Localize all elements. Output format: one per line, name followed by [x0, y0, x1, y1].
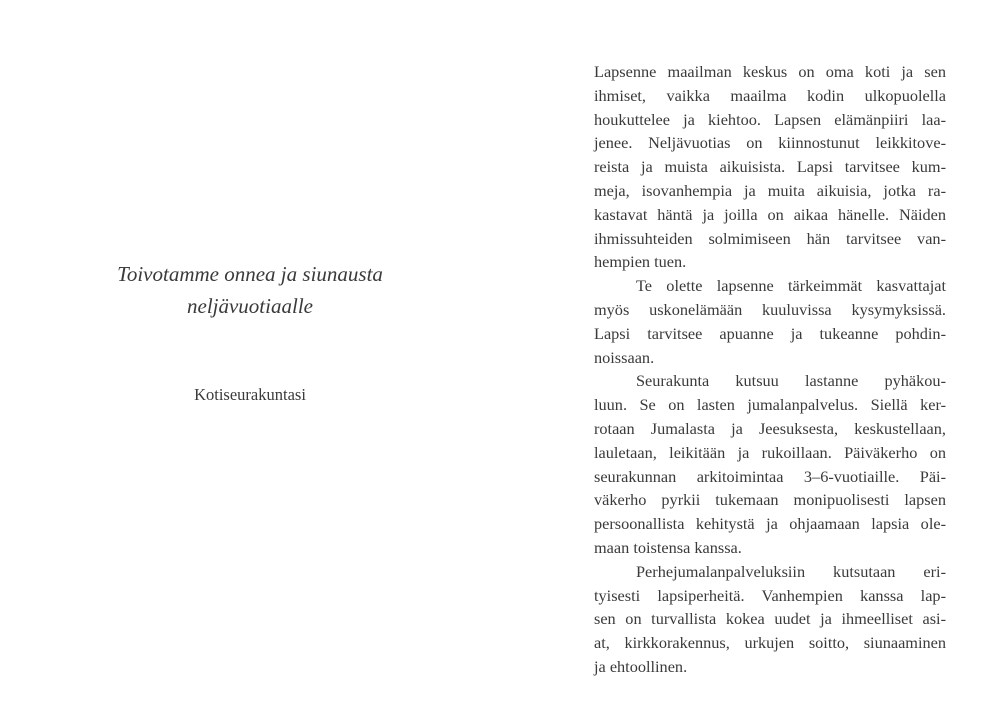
- text-line: Te olette lapsenne tärkeimmät kasvattajat: [636, 276, 946, 296]
- text-line: at, kirkkorakennus, urkujen soitto, siunaaminen: [594, 633, 946, 653]
- paragraph: [594, 560, 946, 679]
- text-line: reista ja muista aikuisista. Lapsi tarvitsee kum-: [594, 157, 946, 177]
- text-line: Lapsi tarvitsee apuanne ja tukeanne pohdin-: [594, 323, 946, 343]
- paragraph: [594, 369, 946, 559]
- text-line: hempien tuen.: [594, 252, 687, 272]
- text-line: Perhejumalanpalveluksiin kutsutaan eri-: [636, 561, 946, 581]
- text-line: luun. Se on lasten jumalanpalvelus. Siellä ker-: [594, 395, 946, 415]
- paragraph: [594, 274, 946, 369]
- greeting-line: neljävuotiaalle: [187, 294, 313, 318]
- text-line: houkuttelee ja kiehtoo. Lapsen elämänpiiri laa-: [594, 109, 946, 129]
- text-line: noissaan.: [594, 347, 655, 367]
- greeting: [60, 258, 440, 322]
- text-line: rotaan Jumalasta ja Jeesuksesta, keskustellaan,: [594, 418, 946, 438]
- right-page: [594, 60, 946, 679]
- text-line: ihmissuhteiden solmimiseen hän tarvitsee van-: [594, 228, 946, 248]
- text-line: ihmiset, vaikka maailma kodin ulkopuolella: [594, 85, 946, 105]
- text-line: Seurakunta kutsuu lastanne pyhäkou-: [636, 371, 946, 391]
- text-line: kastavat häntä ja joilla on aikaa hänelle. Näiden: [594, 204, 946, 224]
- text-line: sen on turvallista kokea uudet ja ihmeelliset asi-: [594, 609, 946, 629]
- signature: Kotiseurakuntasi: [194, 385, 306, 404]
- text-line: Lapsenne maailman keskus on oma koti ja sen: [594, 62, 946, 81]
- text-line: ja ehtoollinen.: [594, 656, 688, 676]
- text-line: tyisesti lapsiperheitä. Vanhempien kanssa lap-: [594, 585, 946, 605]
- greeting-line: Toivotamme onnea ja siunausta: [117, 262, 383, 286]
- text-line: myös uskonelämään kuuluvissa kysymyksissä.: [594, 299, 946, 319]
- text-line: meja, isovanhempia ja muita aikuisia, jotka ra-: [594, 180, 946, 200]
- text-line: lauletaan, leikitään ja rukoillaan. Päiväkerho on: [594, 442, 946, 462]
- text-line: väkerho pyrkii tukemaan monipuolisesti lapsen: [594, 490, 946, 510]
- text-line: maan toistensa kanssa.: [594, 537, 742, 557]
- text-line: jenee. Neljävuotias on kiinnostunut leikkitove-: [594, 133, 946, 153]
- text-line: seurakunnan arkitoimintaa 3–6-vuotiaille. Päi-: [594, 466, 946, 486]
- paragraph: [594, 60, 946, 274]
- text-line: persoonallista kehitystä ja ohjaamaan lapsia ole-: [594, 514, 946, 534]
